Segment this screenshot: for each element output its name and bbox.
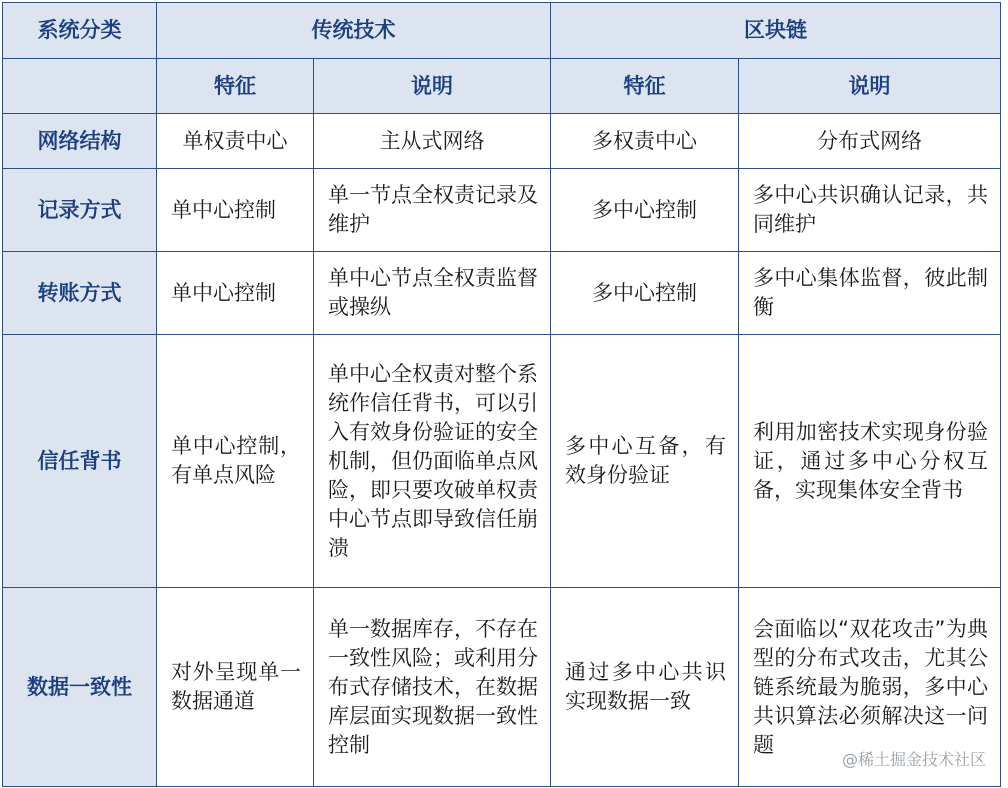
table-row	[3, 114, 1001, 169]
trad-description-cell: 单中心节点全权责监督或操纵	[314, 252, 551, 335]
table-row	[3, 335, 1001, 588]
trad-description-cell: 主从式网络	[314, 114, 551, 169]
trad-feature-cell: 对外呈现单一数据通道	[157, 588, 314, 787]
trad-feature-cell: 单中心控制，有单点风险	[157, 335, 314, 588]
bc-description-cell: 多中心共识确认记录，共同维护	[739, 169, 1001, 252]
header-bc-feature: 特征	[551, 59, 739, 114]
bc-feature-cell: 通过多中心共识实现数据一致	[551, 588, 739, 787]
bc-feature-cell: 多中心控制	[551, 169, 739, 252]
trad-feature-cell: 单中心控制	[157, 252, 314, 335]
bc-description-cell: 会面临以“双花攻击”为典型的分布式攻击，尤其公链系统最为脆弱，多中心共识算法必须解决这一问题	[739, 588, 1001, 787]
comparison-table	[2, 2, 1001, 787]
row-label: 信任背书	[3, 335, 157, 588]
row-label: 数据一致性	[3, 588, 157, 787]
trad-feature-cell: 单权责中心	[157, 114, 314, 169]
header-traditional: 传统技术	[157, 3, 551, 59]
bc-description-cell: 分布式网络	[739, 114, 1001, 169]
row-label: 转账方式	[3, 252, 157, 335]
trad-description-cell: 单一数据库存，不存在一致性风险；或利用分布式存储技术，在数据库层面实现数据一致性控制	[314, 588, 551, 787]
trad-feature-cell: 单中心控制	[157, 169, 314, 252]
table-row	[3, 169, 1001, 252]
row-label: 记录方式	[3, 169, 157, 252]
bc-description-cell: 多中心集体监督，彼此制衡	[739, 252, 1001, 335]
row-label: 网络结构	[3, 114, 157, 169]
bc-feature-cell: 多权责中心	[551, 114, 739, 169]
table-row	[3, 252, 1001, 335]
header-trad-feature: 特征	[157, 59, 314, 114]
header-blockchain: 区块链	[551, 3, 1001, 59]
header-trad-description: 说明	[314, 59, 551, 114]
header-bc-description: 说明	[739, 59, 1001, 114]
trad-description-cell: 单一节点全权责记录及维护	[314, 169, 551, 252]
watermark: @稀土掘金技术社区	[842, 747, 986, 770]
header-row-groups	[3, 3, 1001, 59]
header-category: 系统分类	[3, 3, 157, 59]
header-empty	[3, 59, 157, 114]
header-row-subcolumns	[3, 59, 1001, 114]
bc-feature-cell: 多中心控制	[551, 252, 739, 335]
bc-description-cell: 利用加密技术实现身份验证，通过多中心分权互备，实现集体安全背书	[739, 335, 1001, 588]
trad-description-cell: 单中心全权责对整个系统作信任背书，可以引入有效身份验证的安全机制，但仍面临单点风险，即只要攻破单权责中心节点即导致信任崩溃	[314, 335, 551, 588]
bc-feature-cell: 多中心互备，有效身份验证	[551, 335, 739, 588]
